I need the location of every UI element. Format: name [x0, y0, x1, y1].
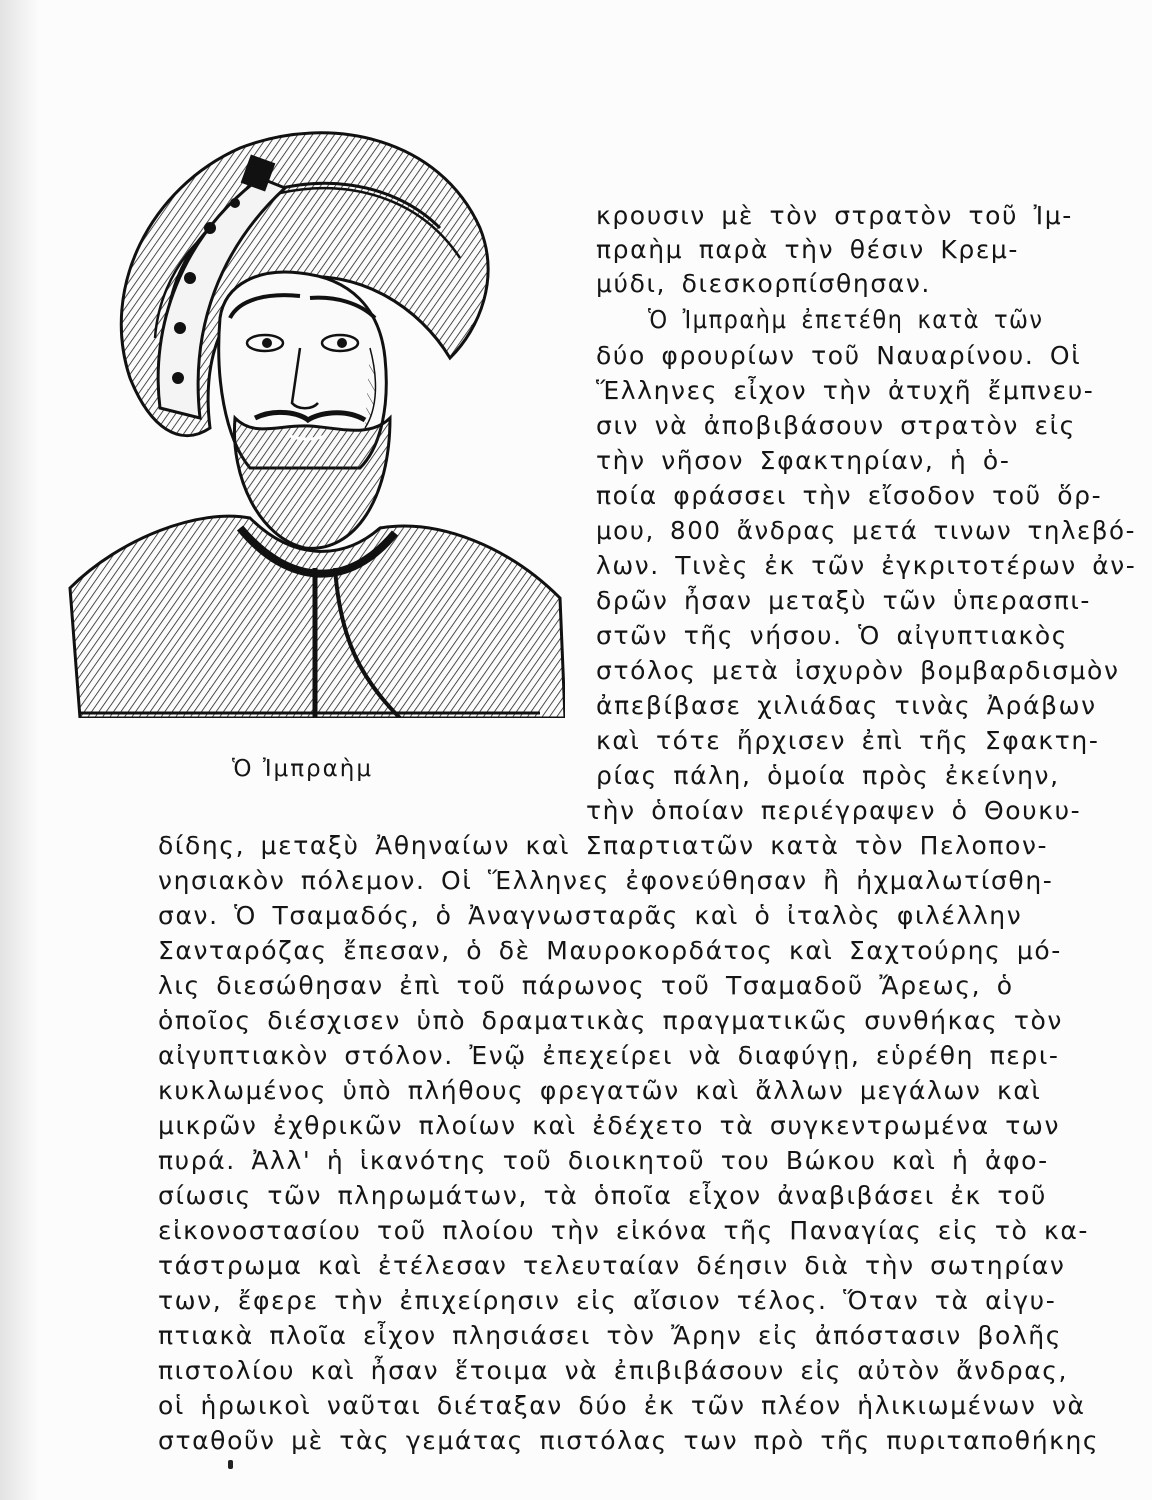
text-line: σταθοῦν μὲ τὰς γεμάτας πιστόλας των πρὸ τῆς πυριταποθήκης [158, 1426, 1100, 1455]
text-line: ρίας πάλη, ὁμοία πρὸς ἐκείνην, [596, 761, 1060, 790]
text-line: αἰγυπτιακὸν στόλον. Ἐνῷ ἐπεχείρει νὰ διαφύγῃ, εὑρέθη περι- [158, 1041, 1060, 1070]
text-line: δίδης, μεταξὺ Ἀθηναίων καὶ Σπαρτιατῶν κατὰ τὸν Πελοπον- [158, 831, 1049, 860]
text-line: Ἕλληνες εἶχον τὴν ἀτυχῆ ἔμπνευ- [596, 376, 1095, 405]
text-line: κυκλωμένος ὑπὸ πλήθους φρεγατῶν καὶ ἄλλων μεγάλων καὶ [158, 1076, 1042, 1105]
text-line: μικρῶν ἐχθρικῶν πλοίων καὶ ἐδέχετο τὰ συγκεντρωμένα των [158, 1111, 1061, 1140]
text-line: ἀπεβίβασε χιλιάδας τινὰς Ἀράβων [596, 691, 1097, 720]
text-line: δρῶν ἦσαν μεταξὺ τῶν ὑπερασπι- [596, 586, 1092, 615]
text-line: οἱ ἡρωικοὶ ναῦται διέταξαν δύο ἐκ τῶν πλέον ἡλικιωμένων νὰ [158, 1391, 1086, 1420]
text-line: Ὁ Ἰμπραὴμ ἐπετέθη κατὰ τῶν [648, 305, 1044, 334]
text-line: λις διεσώθησαν ἐπὶ τοῦ πάρωνος τοῦ Τσαμαδοῦ Ἄρεως, ὁ [158, 971, 1014, 1000]
text-line: λων. Τινὲς ἐκ τῶν ἐγκριτοτέρων ἀν- [596, 551, 1137, 580]
ibrahim-portrait-engraving [60, 118, 565, 718]
text-line: πιστολίου καὶ ἦσαν ἕτοιμα νὰ ἐπιβιβάσουν εἰς αὐτὸν ἄνδρας, [158, 1356, 1069, 1385]
portrait-caption: Ὁ Ἰμπραὴμ [232, 756, 374, 782]
text-line: πραὴμ παρὰ τὴν θέσιν Κρεμ- [596, 235, 1020, 264]
text-line: ποία φράσσει τὴν εἴσοδον τοῦ ὅρ- [596, 481, 1103, 510]
text-line: τάστρωμα καὶ ἐτέλεσαν τελευταίαν δέησιν διὰ τὴν σωτηρίαν [158, 1251, 1066, 1280]
text-line: σίωσις τῶν πληρωμάτων, τὰ ὁποῖα εἶχον ἀναβιβάσει ἐκ τοῦ [158, 1181, 1047, 1210]
ink-smudge [228, 1460, 233, 1469]
text-line: μύδι, διεσκορπίσθησαν. [596, 269, 931, 298]
text-line: σιν νὰ ἀποβιβάσουν στρατὸν εἰς [596, 411, 1076, 440]
text-line: πυρά. Ἀλλ' ἡ ἱκανότης τοῦ διοικητοῦ του Βώκου καὶ ἡ ἀφο- [158, 1146, 1049, 1175]
text-line: ὁποῖος διέσχισεν ὑπὸ δραματικὰς πραγματικῶς συνθήκας τὸν [158, 1006, 1063, 1035]
text-line: καὶ τότε ἤρχισεν ἐπὶ τῆς Σφακτη- [596, 726, 1100, 755]
text-line: στῶν τῆς νήσου. Ὁ αἰγυπτιακὸς [596, 621, 1069, 650]
text-line: δύο φρουρίων τοῦ Ναυαρίνου. Οἱ [596, 341, 1082, 370]
text-line: κρουσιν μὲ τὸν στρατὸν τοῦ Ἰμ- [596, 201, 1073, 230]
text-line: τὴν ὁποίαν περιέγραψεν ὁ Θουκυ- [586, 796, 1082, 825]
text-line: τὴν νῆσον Σφακτηρίαν, ἡ ὁ- [596, 446, 1011, 475]
page-edge-shadow [0, 0, 40, 1500]
text-line: εἰκονοστασίου τοῦ πλοίου τὴν εἰκόνα τῆς Παναγίας εἰς τὸ κα- [158, 1216, 1090, 1245]
text-line: σαν. Ὁ Τσαμαδός, ὁ Ἀναγνωσταρᾶς καὶ ὁ ἰταλὸς φιλέλλην [158, 901, 1023, 930]
text-line: των, ἔφερε τὴν ἐπιχείρησιν εἰς αἴσιον τέλος. Ὅταν τὰ αἰγυ- [158, 1286, 1057, 1315]
text-line: Σανταρόζας ἔπεσαν, ὁ δὲ Μαυροκορδάτος καὶ Σαχτούρης μό- [158, 936, 1062, 965]
text-line: πτιακὰ πλοῖα εἶχον πλησιάσει τὸν Ἄρην εἰς ἀπόστασιν βολῆς [158, 1321, 1062, 1350]
text-line: στόλος μετὰ ἰσχυρὸν βομβαρδισμὸν [596, 656, 1120, 685]
text-line: νησιακὸν πόλεμον. Οἱ Ἕλληνες ἐφονεύθησαν ἢ ἠχμαλωτίσθη- [158, 866, 1054, 895]
text-line: μου, 800 ἄνδρας μετά τινων τηλεβό- [596, 516, 1137, 545]
